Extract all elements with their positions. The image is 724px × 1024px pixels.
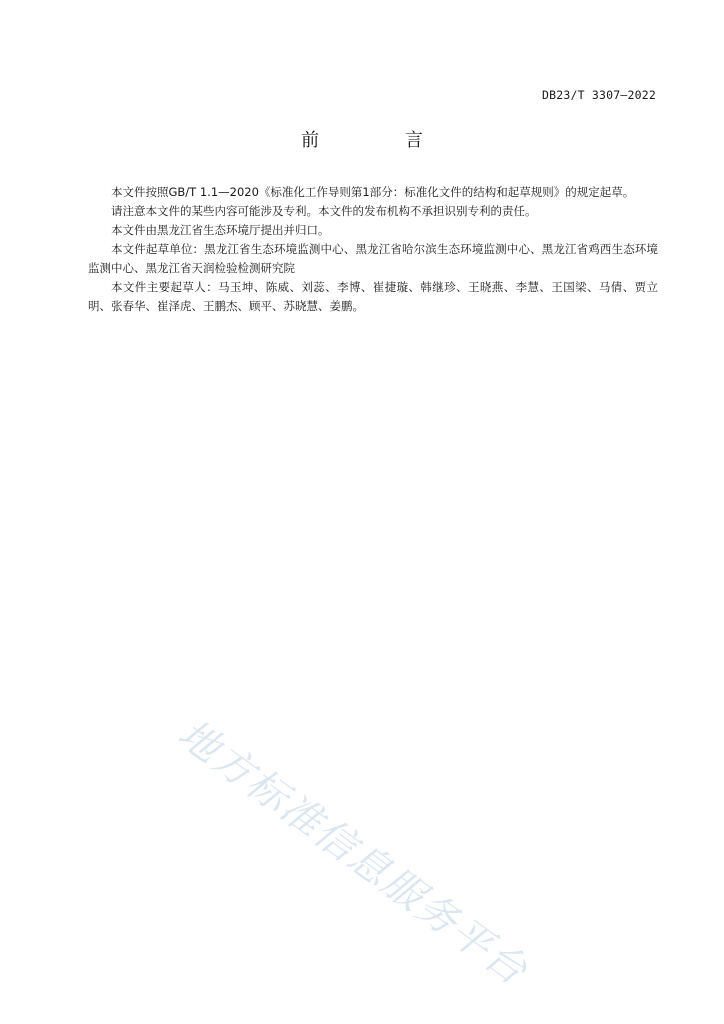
paragraph-patent-notice: 请注意本文件的某些内容可能涉及专利。本文件的发布机构不承担识别专利的责任。 [111,204,537,218]
watermark: 地方标准信息服务平台 [169,710,537,995]
paragraph-proposer: 本文件由黑龙江省生态环境厅提出并归口。 [111,223,330,237]
foreword-body [88,183,658,316]
standard-code: DB23/T 3307—2022 [542,88,656,102]
page-title: 前 言 [301,130,463,151]
paragraph-drafting-rules: 本文件按照GB/T 1.1—2020《标准化工作导则第1部分：标准化文件的结构和起草规则》的规定起草。 [111,185,635,199]
paragraph-drafting-units: 本文件起草单位：黑龙江省生态环境监测中心、黑龙江省哈尔滨生态环境监测中心、黑龙江省鸡西生态环境监测中心、黑龙江省天润检验检测研究院 [88,242,658,275]
paragraph-drafters: 本文件主要起草人：马玉坤、陈威、刘蕊、李博、崔捷璇、韩继珍、王晓燕、李慧、王国梁、马倩、贾立明、张春华、崔泽虎、王鹏杰、顾平、苏晓慧、姜鹏。 [88,280,658,313]
